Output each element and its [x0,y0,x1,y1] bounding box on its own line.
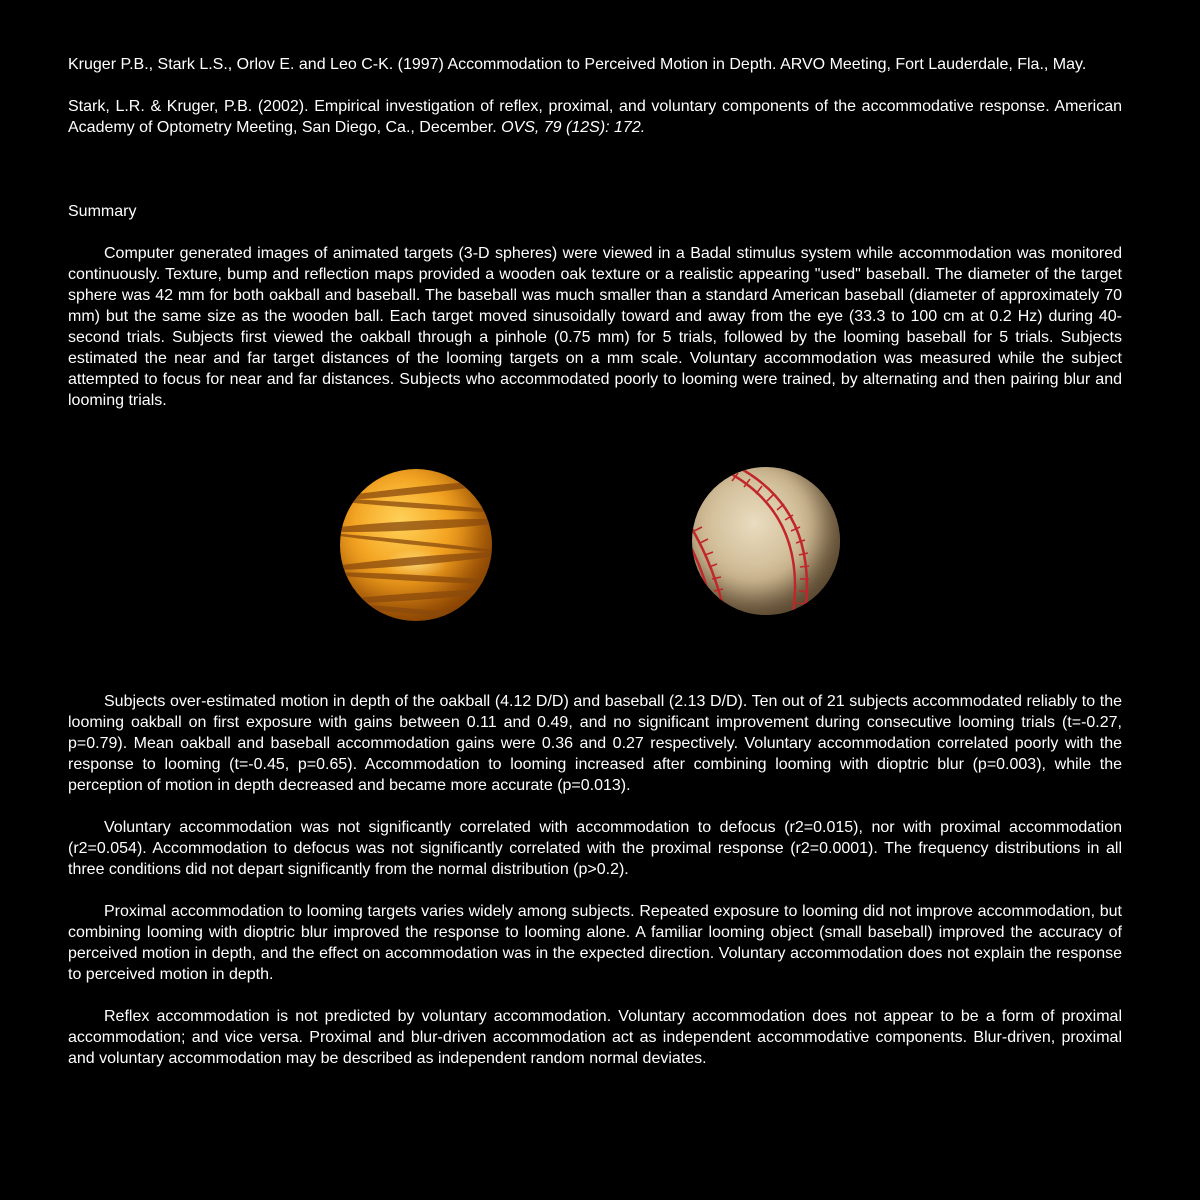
baseball-image [692,467,840,615]
spacer [68,138,1122,201]
results-paragraph-4: Reflex accommodation is not predicted by voluntary accommodation. Voluntary accommodation does not appear to be a form of proximal accommodation; and vice versa. Proximal and blur-driven accommodation act as independent accommodative components. Blur-driven, proximal and voluntary accommodation may be described as independent random normal deviates. [68,1008,1122,1067]
stimulus-figure [68,411,1122,691]
summary-heading: Summary [68,203,137,220]
reference-2-journal: OVS, 79 (12S): 172. [501,119,646,136]
baseball-stitching [692,467,840,615]
oakball-image [340,469,492,621]
results-paragraph-1: Subjects over-estimated motion in depth of the oakball (4.12 D/D) and baseball (2.13 D/D). Ten out of 21 subjects accommodated reliably to the looming oakball on first exposure with gains between 0.11 and 0.49, and no significant improvement during consecutive looming trials (t=-0.27, p=0.79). Mean oakball and baseball accommodation gains were 0.36 and 0.27 respectively. Voluntary accommodation correlated poorly with the response to looming (t=-0.45, p=0.65). Accommodation to looming increased after combining looming with dioptric blur (p=0.003), while the perception of motion in depth decreased and became more accurate (p=0.013). [68,693,1122,794]
results-paragraph-2: Voluntary accommodation was not significantly correlated with accommodation to defocus (r2=0.015), nor with proximal accommodation (r2=0.054). Accommodation to defocus was not significantly correlated with the proximal response (r2=0.0001). The frequency distributions in all three conditions did not depart significantly from the normal distribution (p>0.2). [68,819,1122,878]
reference-1: Kruger P.B., Stark L.S., Orlov E. and Leo C-K. (1997) Accommodation to Perceived Motion in Depth. ARVO Meeting, Fort Lauderdale, Fla., May. [68,56,1087,73]
document-content [68,54,1122,1069]
reference-2 [68,96,1122,138]
reference-2-text: Stark, L.R. & Kruger, P.B. (2002). Empirical investigation of reflex, proximal, and voluntary components of the accommodative response. American Academy of Optometry Meeting, San Diego, Ca., December. [68,98,1122,136]
intro-paragraph: Computer generated images of animated targets (3-D spheres) were viewed in a Badal stimulus system while accommodation was monitored continuously. Texture, bump and reflection maps provided a wooden oak texture or a realistic appearing "used" baseball. The diameter of the target sphere was 42 mm for both oakball and baseball. The baseball was much smaller than a standard American baseball (diameter of approximately 70 mm) but the same size as the wooden ball. Each target moved sinusoidally toward and away from the eye (33.3 to 100 cm at 0.2 Hz) during 40-second trials. Subjects first viewed the oakball through a pinhole (0.75 mm) for 5 trials, followed by the looming baseball for 5 trials. Subjects estimated the near and far target distances of the looming targets on a mm scale. Voluntary accommodation was measured while the subject attempted to focus for near and far distances. Subjects who accommodated poorly to looming were trained, by alternating and then pairing blur and looming trials. [68,245,1122,409]
results-paragraph-3: Proximal accommodation to looming targets varies widely among subjects. Repeated exposure to looming did not improve accommodation, but combining looming with dioptric blur improved the response to looming alone. A familiar looming object (small baseball) improved the accuracy of perceived motion in depth, and the effect on accommodation was in the expected direction. Voluntary accommodation does not explain the response to perceived motion in depth. [68,903,1122,983]
